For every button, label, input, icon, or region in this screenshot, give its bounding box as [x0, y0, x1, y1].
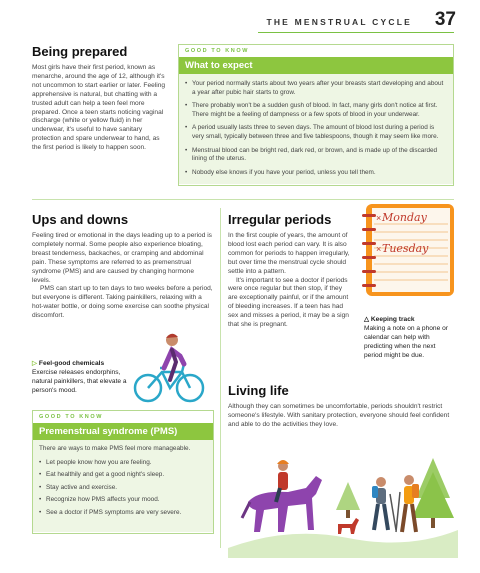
living-life-body: Although they can sometimes be uncomfortable, periods shouldn't restrict someone's lifestyle. With sanitary protection, everyone should feel confident and able to do the activities they love. — [228, 403, 450, 428]
living-life-heading: Living life — [228, 383, 289, 398]
ups-and-downs-heading: Ups and downs — [32, 212, 129, 227]
horse-rider-icon — [242, 460, 322, 532]
pms-title: Premenstrual syndrome (PMS) — [33, 423, 213, 440]
list-item: • Let people know how you are feeling. — [39, 459, 207, 468]
feel-good-caption — [32, 360, 132, 396]
outdoor-activities-illustration — [228, 438, 458, 558]
being-prepared-heading: Being prepared — [32, 44, 128, 59]
good-to-know-label: GOOD TO KNOW — [39, 414, 104, 420]
play-marker-icon: ▷ — [32, 360, 38, 367]
list-item: • Menstrual blood can be bright red, dark red, or brown, and is made up of the discarded lining of the uterus. — [185, 147, 447, 164]
irregular-periods-para1: In the first couple of years, the amount of blood lost each period can vary. It is also common for periods to happen irregularly, but over time the menstrual cycle should settle into a pattern. — [228, 232, 350, 275]
pms-content — [33, 440, 213, 532]
ups-and-downs-para1: Feeling tired or emotional in the days leading up to a period is completely normal. Some people also experience bloating, breast tenderness, backaches, or cramping and abdominal pain. These symptoms are referred to as premenstrual syndrome (PMS) and are caused by changing hormone levels. — [32, 232, 212, 284]
feel-good-title: Feel-good chemicals — [38, 360, 105, 367]
keeping-track-caption — [364, 316, 454, 361]
cyclist-illustration — [132, 328, 208, 406]
what-to-expect-content — [179, 74, 453, 184]
keeping-track-title: Keeping track — [370, 316, 415, 323]
what-to-expect-title: What to expect — [179, 57, 453, 74]
good-to-know-label: GOOD TO KNOW — [185, 48, 250, 54]
being-prepared-section — [32, 44, 170, 153]
diary-day1: Monday — [382, 211, 427, 224]
ups-and-downs-section — [32, 212, 214, 321]
hiker-icon — [396, 475, 419, 532]
being-prepared-body: Most girls have their first period, known as menarche, around the age of 12, although it's not uncommon to start earlier or later. Feeling apprehensive is natural, but chatting with a trusted adult can help a teen feel more prepared. Once a teen starts noticing vaginal discharge (white or yellow fluid) in her underwear, it's useful to have sanitary protection and spare underwear to hand, as the first period is likely to happen soon. — [32, 64, 166, 152]
list-item: • A period usually lasts three to seven days. The amount of blood lost during a period is very small, typically between three and five tablespoons, though it may seem like more. — [185, 124, 447, 141]
svg-text:×: × — [376, 213, 382, 223]
diary-day2: Tuesday — [382, 242, 429, 255]
tree-icon — [336, 482, 360, 518]
list-item: • There probably won't be a sudden gush of blood. In fact, many girls don't notice at first. There might be a feeling of dampness or a few spots of blood in your underwear. — [185, 102, 447, 119]
list-item: • Recognize how PMS affects your mood. — [39, 496, 207, 505]
feel-good-text: Exercise releases endorphins, natural painkillers, that elevate a person's mood. — [32, 368, 127, 394]
dog-icon — [338, 518, 359, 534]
triangle-marker-icon: △ — [364, 316, 370, 323]
pms-list — [39, 459, 207, 518]
list-item: • Nobody else knows if you have your period, unless you tell them. — [185, 169, 447, 178]
section-title: THE MENSTRUAL CYCLE — [266, 17, 412, 27]
list-item: • Stay active and exercise. — [39, 484, 207, 493]
list-item: • Your period normally starts about two years after your breasts start developing and about a year after pubic hair starts to grow. — [185, 80, 447, 97]
header-rule — [258, 32, 454, 33]
irregular-periods-section — [228, 212, 352, 330]
hiker-icon — [372, 477, 396, 530]
irregular-periods-para2: It's important to see a doctor if periods were once regular but then stop, if they are exceptionally painful, or if the amount of bleeding increases. If a teen has had sex and misses a period, it may be a sign that she is pregnant. — [228, 276, 349, 329]
page-number: 37 — [434, 9, 456, 30]
column-divider — [220, 208, 221, 548]
list-item: • Eat healthily and get a good night's sleep. — [39, 471, 207, 480]
pms-box — [32, 410, 214, 534]
what-to-expect-list — [185, 80, 447, 177]
keeping-track-text: Making a note on a phone or calendar can help with predicting when the next period might be due. — [364, 324, 448, 359]
pms-intro: There are ways to make PMS feel more manageable. — [39, 445, 191, 452]
list-item: • See a doctor if PMS symptoms are very severe. — [39, 509, 207, 518]
diary-illustration — [360, 200, 456, 300]
living-life-section — [228, 383, 454, 430]
what-to-expect-box — [178, 44, 454, 186]
irregular-periods-heading: Irregular periods — [228, 212, 332, 227]
ups-and-downs-para2: PMS can start up to ten days to two weeks before a period, but everyone is different. Taking painkillers, relaxing with a hot-water bottle, or doing some exercise can soothe physical discomfort. — [32, 285, 213, 320]
svg-text:×: × — [376, 244, 382, 254]
